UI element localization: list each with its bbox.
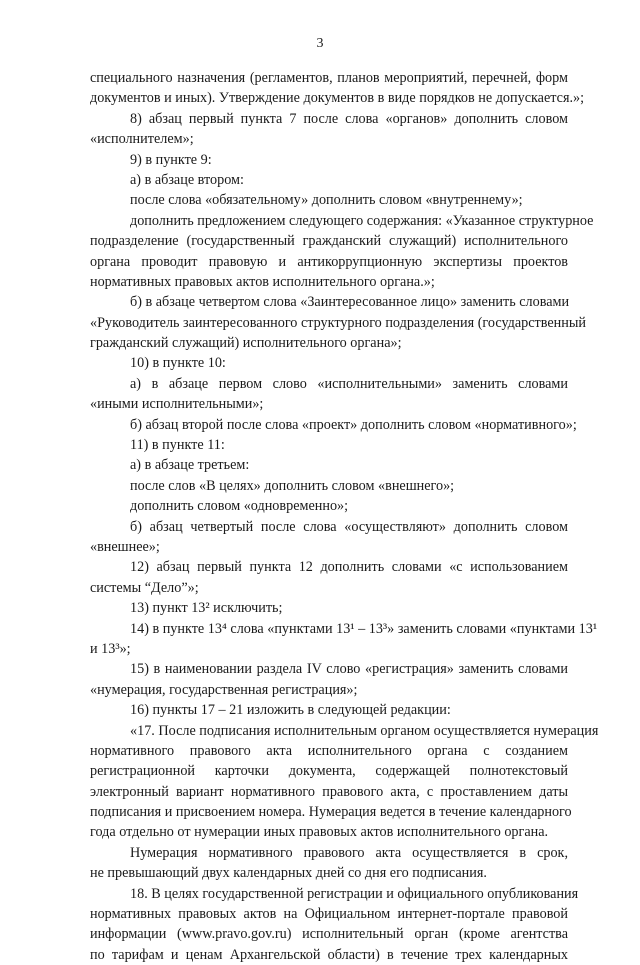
text-line: а) в абзаце третьем:: [130, 457, 250, 474]
text-line: не превышающий двух календарных дней со дня его подписания.: [90, 865, 487, 882]
text-line: нормативных правовых актов исполнительного органа.»;: [90, 273, 435, 290]
text-line: года отдельно от нумерации иных правовых актов исполнительного органа.: [90, 824, 549, 841]
text-line: органа проводит правовую и антикоррупционную экспертизы проектов: [90, 253, 568, 270]
text-line: 12) абзац первый пункта 12 дополнить словами «с использованием: [130, 559, 568, 576]
text-line: «17. После подписания исполнительным органом осуществляется нумерация: [130, 722, 599, 739]
document-body: [90, 68, 599, 965]
text-line: 18. В целях государственной регистрации и официального опубликования: [130, 885, 579, 902]
text-line: а) в абзаце первом слово «исполнительными» заменить словами: [130, 375, 568, 392]
text-line: 11) в пункте 11:: [130, 437, 225, 454]
text-line: 13) пункт 13² исключить;: [130, 600, 283, 617]
text-line: 10) в пункте 10:: [130, 355, 226, 372]
text-line: гражданский служащий) исполнительного органа»;: [90, 335, 402, 352]
text-line: нормативных правовых актов на Официальном интернет-портале правовой: [90, 906, 568, 923]
text-line: б) в абзаце четвертом слова «Заинтересованное лицо» заменить словами: [130, 294, 570, 311]
text-line: по тарифам и ценам Архангельской области) в течение трех календарных: [90, 946, 568, 963]
text-line: «Руководитель заинтересованного структурного подразделения (государственный: [90, 314, 586, 331]
text-line: после слова «обязательному» дополнить словом «внутреннему»;: [130, 192, 523, 209]
text-line: документов и иных). Утверждение документов в виде порядков не допускается.»;: [90, 90, 585, 107]
text-line: специального назначения (регламентов, планов мероприятий, перечней, форм: [90, 70, 568, 86]
text-line: электронный вариант нормативного правового акта, с проставлением даты: [90, 783, 568, 800]
text-line: 8) абзац первый пункта 7 после слова «органов» дополнить словом: [130, 110, 568, 127]
text-line: дополнить предложением следующего содержания: «Указанное структурное: [130, 212, 594, 229]
text-line: нормативного правового акта исполнительного органа с созданием: [90, 742, 568, 759]
text-line: «исполнителем»;: [90, 131, 194, 148]
text-line: и 13³»;: [90, 640, 131, 657]
text-line: «иными исполнительными»;: [90, 396, 264, 413]
text-line: «нумерация, государственная регистрация»;: [90, 681, 358, 698]
text-line: регистрационной карточки документа, содержащей полнотекстовый: [90, 763, 568, 780]
text-line: а) в абзаце втором:: [130, 171, 244, 188]
text-line: дополнить словом «одновременно»;: [130, 498, 349, 515]
text-line: после слов «В целях» дополнить словом «внешнего»;: [130, 477, 455, 494]
text-line: б) абзац четвертый после слова «осуществляют» дополнить словом: [130, 518, 568, 535]
text-line: подразделение (государственный гражданский служащий) исполнительного: [90, 233, 568, 250]
page-number: 3: [316, 36, 324, 51]
text-line: информации (www.pravo.gov.ru) исполнительный орган (кроме агентства: [90, 926, 568, 943]
text-line: Нумерация нормативного правового акта осуществляется в срок,: [130, 844, 568, 861]
text-line: 16) пункты 17 – 21 изложить в следующей редакции:: [130, 702, 451, 719]
text-line: подписания и присвоением номера. Нумерация ведется в течение календарного: [90, 804, 572, 821]
text-line: «внешнее»;: [90, 538, 160, 555]
text-line: 15) в наименовании раздела IV слово «регистрация» заменить словами: [130, 661, 568, 678]
text-line: б) абзац второй после слова «проект» дополнить словом «нормативного»;: [130, 416, 577, 433]
text-line: 9) в пункте 9:: [130, 151, 212, 168]
text-line: системы “Дело”»;: [90, 579, 199, 596]
text-line: 14) в пункте 13⁴ слова «пунктами 13¹ – 13³» заменить словами «пунктами 13¹: [130, 620, 598, 637]
